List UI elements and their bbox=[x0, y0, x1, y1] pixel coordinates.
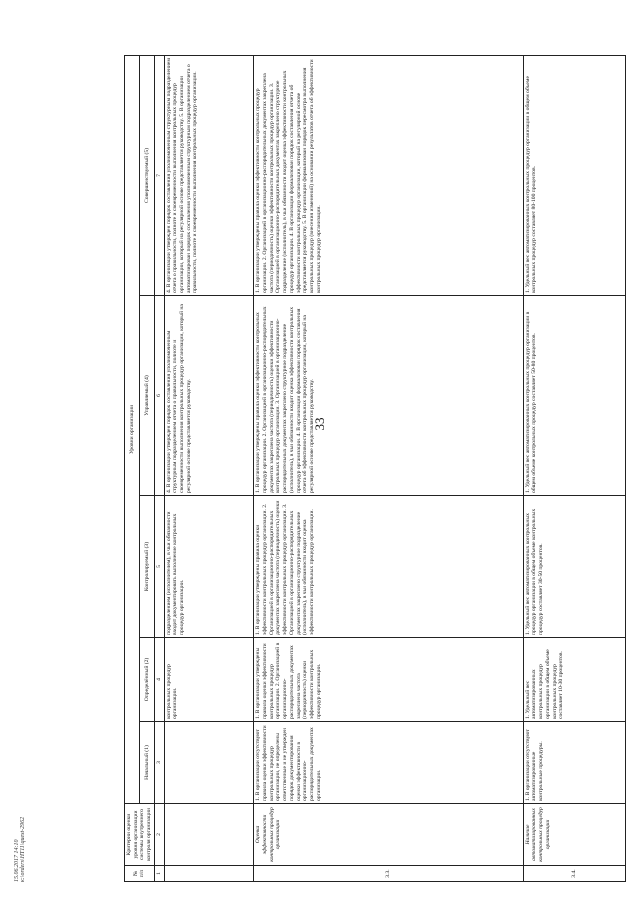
criterion-cell: Наличие автоматизированных контрольных процедур организации bbox=[523, 804, 626, 866]
level-cell: 1. В организации утверждены правила оценки эффективности контрольных процедур организации. 2. Организацией в организационно-распорядительных документах закреплена частота (периодичность) оценки эффективности контрольных процедур организации. 3. Организацией в организационно-распорядительных документах закреплено структурное подразделение (исполнитель), в чьи обязанности входит оценка эффективности контрольных процедур организации. 4. В организации формализован порядок составления отчета об эффективности контрольных процедур организации, который на регулярной основе представляется руководству. 5. В организации формализован порядок пересмотра выполнения контрольных процедур (внесения изменений) на основании результатов отчета об эффективности контрольных процедур организации. bbox=[254, 55, 523, 295]
row-number: 3.3. bbox=[254, 866, 523, 882]
continuation-cell: контрольных процедур организации. bbox=[164, 638, 254, 722]
column-number: 7 bbox=[154, 55, 164, 295]
continuation-cell bbox=[164, 722, 254, 804]
row-number: 3.4. bbox=[523, 866, 626, 882]
header-level-3: Контролируемый (3) bbox=[139, 496, 154, 638]
level-cell: 1. Удельный вес автоматизированных контрольных процедур организации в общем объеме контрольных процедур составляет 80-100 процентов. bbox=[523, 55, 626, 295]
column-number: 5 bbox=[154, 496, 164, 638]
header-level-4: Управляемый (4) bbox=[139, 296, 154, 496]
continuation-cell: 4. В организации утвержден порядок составления уполномоченным структурным подразделением отчета о правильности, полноте и своевременности выполнения контрольных процедур организации, который на регулярной основе представляется руководству. 5. В организации автоматизирован порядок составления уполномоченным структурным подразделением отчета о правильности, полноте и своевременности выполнения контрольных процедур организации. bbox=[164, 55, 254, 295]
level-cell: 1. Удельный вес автоматизированных контрольных процедур организации в общем объеме контрольных процедур составляет 30-50 процентов. bbox=[523, 496, 626, 638]
column-number: 2 bbox=[154, 804, 164, 866]
table-row bbox=[254, 55, 523, 881]
level-cell: 1. В организации утверждены правила оценки эффективности контрольных процедур организации. 2. Организацией в организационно-распорядительных документах закреплена частота (периодичность) оценки эффективности контрольных процедур организации. 3. Организацией в организационно-распорядительных документах закреплено структурное подразделение (исполнитель), в чьи обязанности входит оценка эффективности контрольных процедур организации. 4. В организации формализован порядок составления отчета об эффективности контрольных процедур организации, который на регулярной основе представляется руководству. bbox=[254, 296, 523, 496]
rotated-table-wrapper bbox=[124, 56, 616, 882]
continuation-cell: 4. В организации утвержден порядок составления уполномоченным структурным подразделением отчета о правильности, полноте и своевременности выполнения контрольных процедур организации, который на регулярной основе представляется руководству. bbox=[164, 296, 254, 496]
continuation-cell bbox=[164, 804, 254, 866]
page-number: 33 bbox=[312, 417, 327, 431]
criteria-table bbox=[124, 55, 626, 882]
column-number: 6 bbox=[154, 296, 164, 496]
footer-timestamp: 15.06.2017 14:10 bbox=[14, 839, 20, 882]
continuation-cell bbox=[164, 866, 254, 882]
header-row-2 bbox=[139, 55, 154, 881]
header-level-1: Начальный (1) bbox=[139, 722, 154, 804]
continuation-cell: подразделением (исполнителем), в чьи обязанности входит документировать выполнение контрольных процедур организации. bbox=[164, 496, 254, 638]
column-number: 1 bbox=[154, 866, 164, 882]
header-level-5: Совершенствуемый (5) bbox=[139, 55, 154, 295]
level-cell: 1. В организации отсутствуют автоматизированные контрольные процедуры. bbox=[523, 722, 626, 804]
level-cell: 1. В организации утверждены правила оценки эффективности контрольных процедур организации. 2. Организацией в организационно-распорядительных документах закреплена частота (периодичность) оценки эффективности контрольных процедур организации. 3. Организацией в организационно-распорядительных документах закреплено структурное подразделение (исполнитель), в чьи обязанности входит оценка эффективности контрольных процедур организации. bbox=[254, 496, 523, 638]
header-num: № п/п bbox=[125, 866, 155, 882]
header-level-2: Определённый (2) bbox=[139, 638, 154, 722]
column-number-row bbox=[154, 55, 164, 881]
continuation-row bbox=[164, 55, 254, 881]
header-levels-group: Уровни организации bbox=[125, 55, 140, 803]
level-cell: 1. В организации отсутствуют правила оценки эффективности контрольных процедур организации, не определены ответственные и не утвержден порядок документирования оценки эффективности в организационно-распорядительных документах организации. bbox=[254, 722, 523, 804]
footer-path: к:\orders\HT11\quest-2962 bbox=[20, 816, 26, 882]
footer-stamp bbox=[14, 817, 26, 882]
level-cell: 1. Удельный вес автоматизированных контрольных процедур организации в общем объеме контрольных процедур составляет 50-80 процентов. bbox=[523, 296, 626, 496]
header-row-1 bbox=[125, 55, 140, 881]
column-number: 4 bbox=[154, 638, 164, 722]
criterion-cell: Оценка эффективности контрольных процедур организации bbox=[254, 804, 523, 866]
level-cell: 1. Удельный вес автоматизированных контрольных процедур организации в общем объеме контрольных процедур составляет 10-30 процентов. bbox=[523, 638, 626, 722]
column-number: 3 bbox=[154, 722, 164, 804]
table-row bbox=[523, 55, 626, 881]
header-criteria: Критерии оценки уровня организации системы внутреннего контроля организации bbox=[125, 804, 155, 866]
level-cell: 1. В организации утверждены правила оценки эффективности контрольных процедур организации. 2. Организацией в организационно-распорядительных документах закреплена частота (периодичность) оценки эффективности контрольных процедур организации. bbox=[254, 638, 523, 722]
